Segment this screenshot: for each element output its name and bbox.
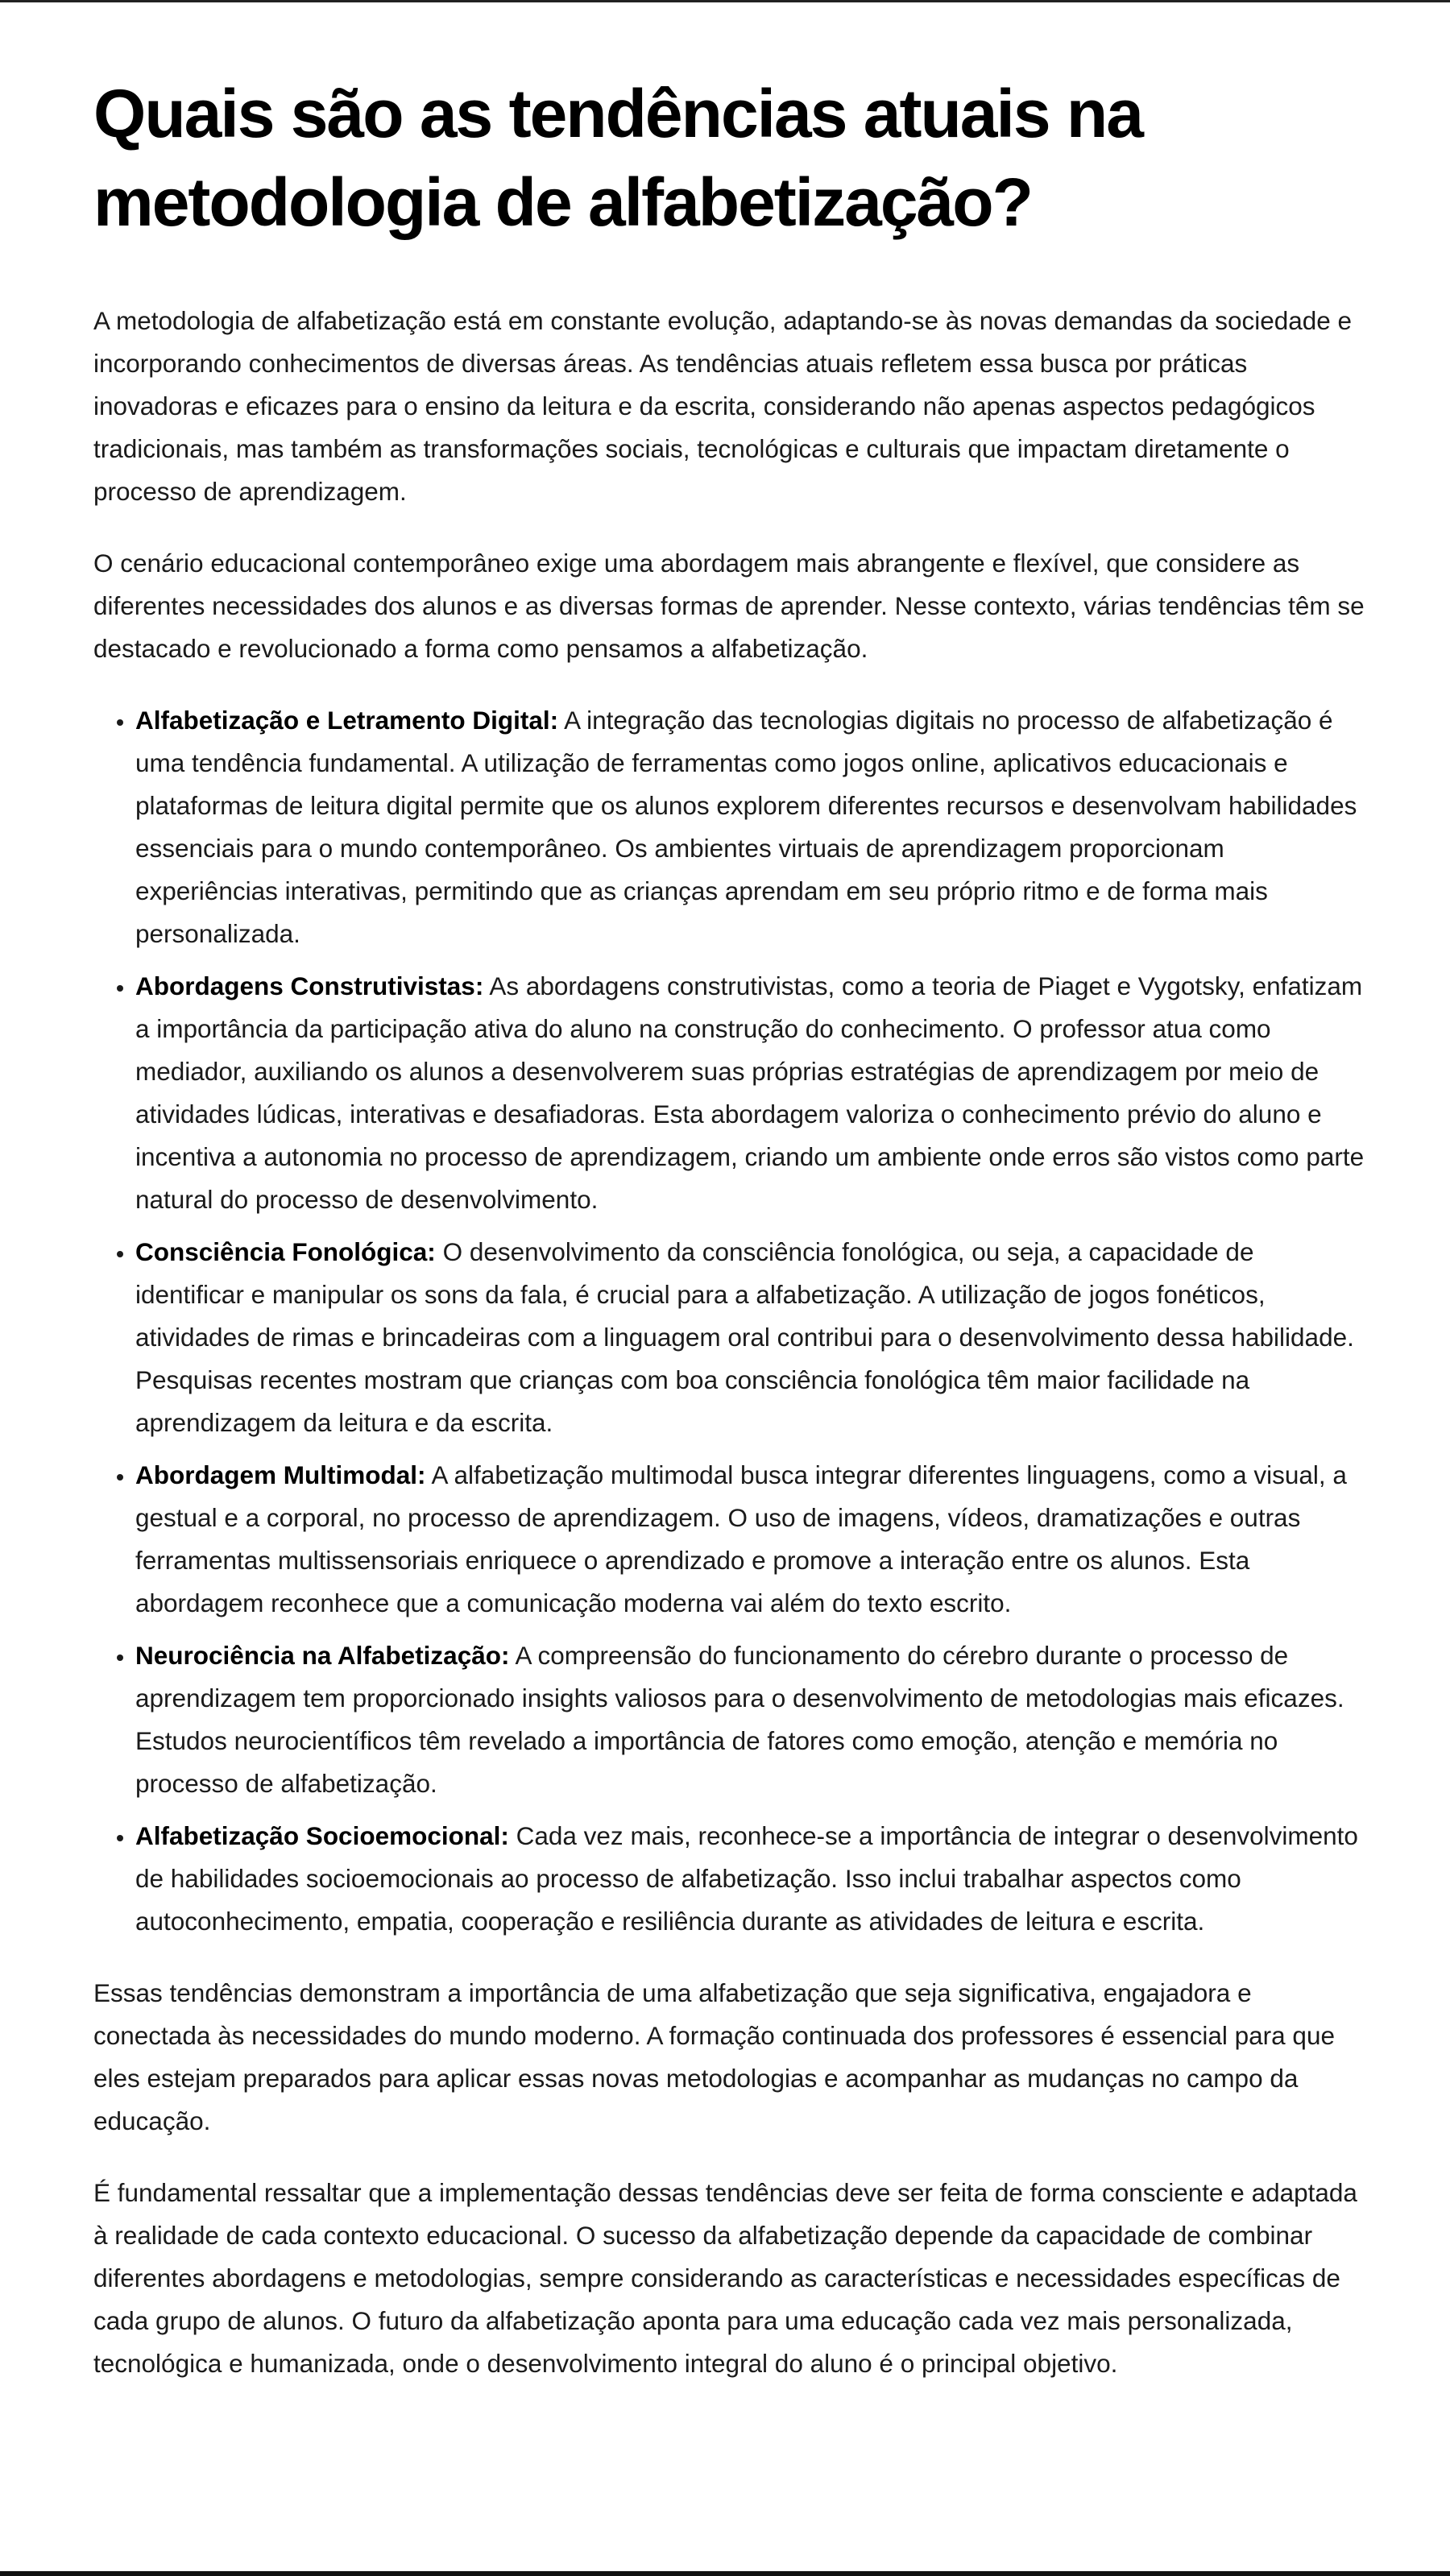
item-term: Abordagem Multimodal: [135,1460,426,1489]
intro-paragraph: O cenário educacional contemporâneo exige uma abordagem mais abrangente e flexível, que considere as diferentes necessidades dos alunos e as diversas formas de aprender. Nesse contexto, várias tendências têm se destacado e revolucionado a forma como pensamos a alfabetização. [93,549,1365,663]
item-term: Alfabetização Socioemocional: [135,1821,509,1850]
item-term: Neurociência na Alfabetização: [135,1641,510,1670]
item-text: O desenvolvimento da consciência fonológica, ou seja, a capacidade de identificar e manipular os sons da fala, é crucial para a alfabetização. A utilização de jogos fonéticos, atividades de rimas e brincadeiras com a linguagem oral contribui para o desenvolvimento dessa habilidade. Pesquisas recentes mostram que crianças com boa consciência fonológica têm maior facilidade na aprendizagem da leitura e da escrita. [135,1237,1354,1437]
conclusion-paragraph: É fundamental ressaltar que a implementação dessas tendências deve ser feita de forma consciente e adaptada à realidade de cada contexto educacional. O sucesso da alfabetização depende da capacidade de combinar diferentes abordagens e metodologias, sempre considerando as características e necessidades específicas de cada grupo de alunos. O futuro da alfabetização aponta para uma educação cada vez mais personalizada, tecnológica e humanizada, onde o desenvolvimento integral do aluno é o principal objetivo. [93,2178,1357,2378]
item-text: Cada vez mais, reconhece-se a importância de integrar o desenvolvimento de habilidades socioemocionais ao processo de alfabetização. Isso inclui trabalhar aspectos como autoconhecimento, empatia, cooperação e resiliência durante as atividades de leitura e escrita. [135,1821,1358,1936]
article [93,69,1366,2414]
list-item [135,1454,1366,1625]
list-item [135,1231,1366,1444]
item-text: A alfabetização multimodal busca integrar diferentes linguagens, como a visual, a gestual e a corporal, no processo de aprendizagem. O uso de imagens, vídeos, dramatizações e outras ferramentas multissensoriais enriquece o aprendizado e promove a interação entre os alunos. Esta abordagem reconhece que a comunicação moderna vai além do texto escrito. [135,1460,1347,1617]
article-title: Quais são as tendências atuais na metodologia de alfabetização? [93,76,1142,240]
item-text: A integração das tecnologias digitais no processo de alfabetização é uma tendência fundamental. A utilização de ferramentas como jogos online, aplicativos educacionais e plataformas de leitura digital permite que os alunos explorem diferentes recursos e desenvolvam habilidades essenciais para o mundo contemporâneo. Os ambientes virtuais de aprendizagem proporcionam experiências interativas, permitindo que as crianças aprendam em seu próprio ritmo e de forma mais personalizada. [135,706,1357,948]
intro-paragraph: A metodologia de alfabetização está em constante evolução, adaptando-se às novas demandas da sociedade e incorporando conhecimentos de diversas áreas. As tendências atuais refletem essa busca por práticas inovadoras e eficazes para o ensino da leitura e da escrita, considerando não apenas aspectos pedagógicos tradicionais, mas também as transformações sociais, tecnológicas e culturais que impactam diretamente o processo de aprendizagem. [93,306,1353,506]
item-text: A compreensão do funcionamento do cérebro durante o processo de aprendizagem tem proporcionado insights valiosos para o desenvolvimento de metodologias mais eficazes. Estudos neurocientíficos têm revelado a importância de fatores como emoção, atenção e memória no processo de alfabetização. [135,1641,1344,1798]
item-term: Alfabetização e Letramento Digital: [135,706,559,735]
item-term: Abordagens Construtivistas: [135,971,484,1000]
list-item [135,699,1366,955]
conclusion-paragraph: Essas tendências demonstram a importância de uma alfabetização que seja significativa, engajadora e conectada às necessidades do mundo moderno. A formação continuada dos professores é essencial para que eles estejam preparados para aplicar essas novas metodologias e acompanhar as mudanças no campo da educação. [93,1978,1335,2135]
top-border [0,0,1450,2]
list-item [135,965,1366,1221]
item-term: Consciência Fonológica: [135,1237,436,1266]
trends-list [93,699,1366,1943]
bottom-border [0,2571,1450,2576]
item-text: As abordagens construtivistas, como a teoria de Piaget e Vygotsky, enfatizam a importância da participação ativa do aluno na construção do conhecimento. O professor atua como mediador, auxiliando os alunos a desenvolverem suas próprias estratégias de aprendizagem por meio de atividades lúdicas, interativas e desafiadoras. Esta abordagem valoriza o conhecimento prévio do aluno e incentiva a autonomia no processo de aprendizagem, criando um ambiente onde erros são vistos como parte natural do processo de desenvolvimento. [135,971,1365,1214]
list-item [135,1634,1366,1805]
list-item [135,1815,1366,1943]
